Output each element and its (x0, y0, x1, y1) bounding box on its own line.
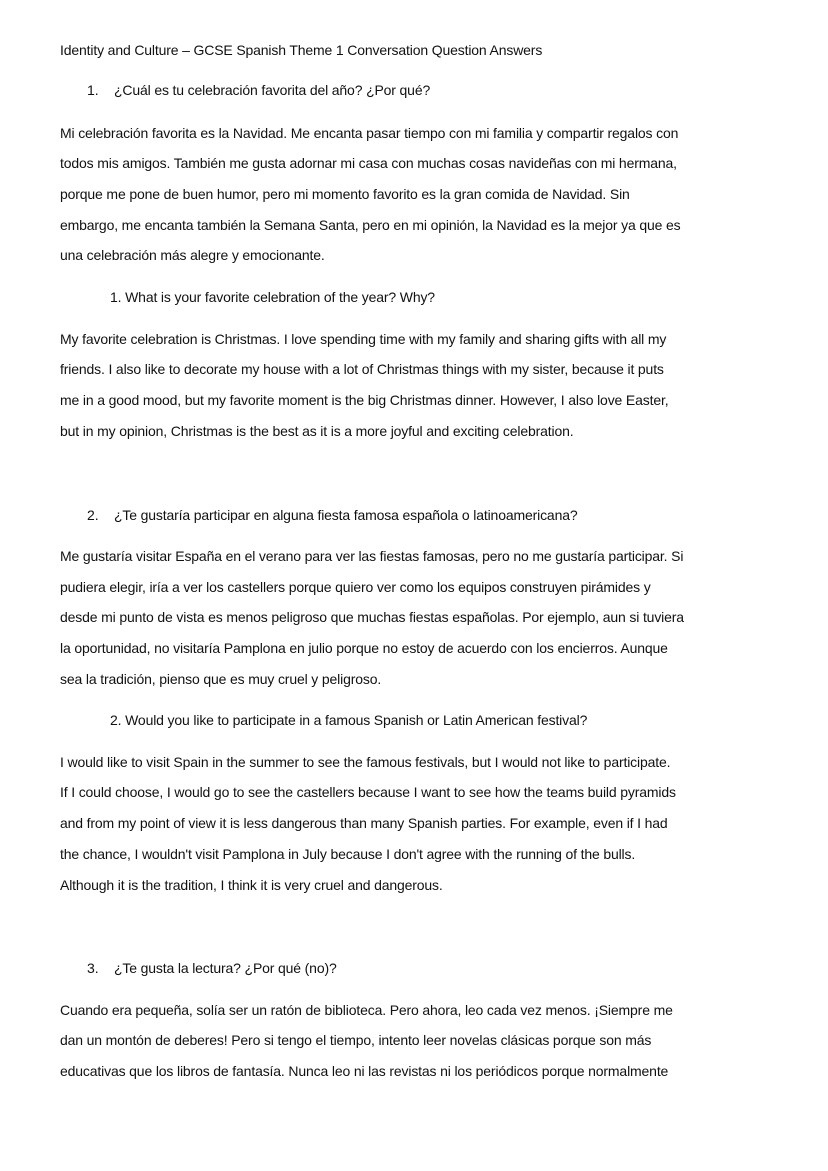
question-number: 1. (87, 82, 99, 98)
answer-line: I would like to visit Spain in the summer to see the famous festivals, but I would not like to participate. (60, 754, 671, 770)
answer-line: and from my point of view it is less dangerous than many Spanish parties. For example, even if I had (60, 815, 668, 831)
answer-line: pudiera elegir, iría a ver los castellers porque quiero ver como los equipos construyen pirámides y (60, 579, 651, 595)
answer-line: Although it is the tradition, I think it is very cruel and dangerous. (60, 877, 443, 893)
answer-line: la oportunidad, no visitaría Pamplona en julio porque no estoy de acuerdo con los encierros. Aunque (60, 640, 668, 656)
question-number: 3. (87, 960, 99, 976)
answer-line: una celebración más alegre y emocionante. (60, 247, 325, 263)
answer-line: Cuando era pequeña, solía ser un ratón de biblioteca. Pero ahora, leo cada vez menos. ¡Siempre me (60, 1002, 673, 1018)
answer-line: Mi celebración favorita es la Navidad. Me encanta pasar tiempo con mi familia y compartir regalos con (60, 125, 679, 141)
question-spanish: ¿Te gusta la lectura? ¿Por qué (no)? (114, 960, 337, 976)
answer-line: My favorite celebration is Christmas. I love spending time with my family and sharing gifts with all my (60, 331, 667, 347)
question-spanish: ¿Cuál es tu celebración favorita del año? ¿Por qué? (114, 82, 431, 98)
answer-line: the chance, I wouldn't visit Pamplona in July because I don't agree with the running of the bulls. (60, 846, 636, 862)
question-number: 2. (87, 507, 99, 523)
answer-line: dan un montón de deberes! Pero si tengo el tiempo, intento leer novelas clásicas porque son más (60, 1032, 652, 1048)
answer-line: Me gustaría visitar España en el verano para ver las fiestas famosas, pero no me gustaría participar. Si (60, 548, 684, 564)
question-english: 2. Would you like to participate in a famous Spanish or Latin American festival? (110, 712, 588, 728)
answer-line: me in a good mood, but my favorite moment is the big Christmas dinner. However, I also love Easter, (60, 392, 669, 408)
answer-line: sea la tradición, pienso que es muy cruel y peligroso. (60, 671, 382, 687)
answer-line: todos mis amigos. También me gusta adornar mi casa con muchas cosas navideñas con mi hermana, (60, 155, 677, 171)
answer-line: friends. I also like to decorate my house with a lot of Christmas things with my sister, because it puts (60, 361, 664, 377)
answer-line: but in my opinion, Christmas is the best as it is a more joyful and exciting celebration. (60, 423, 574, 439)
answer-line: porque me pone de buen humor, pero mi momento favorito es la gran comida de Navidad. Sin (60, 186, 630, 202)
answer-line: embargo, me encanta también la Semana Santa, pero en mi opinión, la Navidad es la mejor ya que es (60, 217, 681, 233)
document-title: Identity and Culture – GCSE Spanish Theme 1 Conversation Question Answers (60, 42, 543, 58)
answer-line: educativas que los libros de fantasía. Nunca leo ni las revistas ni los periódicos porque normalmente (60, 1063, 669, 1079)
answer-line: If I could choose, I would go to see the castellers because I want to see how the teams build pyramids (60, 784, 676, 800)
question-english: 1. What is your favorite celebration of the year? Why? (110, 289, 435, 305)
question-spanish: ¿Te gustaría participar en alguna fiesta famosa española o latinoamericana? (114, 507, 578, 523)
answer-line: desde mi punto de vista es menos peligroso que muchas fiestas españolas. Por ejemplo, aun si tuviera (60, 609, 684, 625)
